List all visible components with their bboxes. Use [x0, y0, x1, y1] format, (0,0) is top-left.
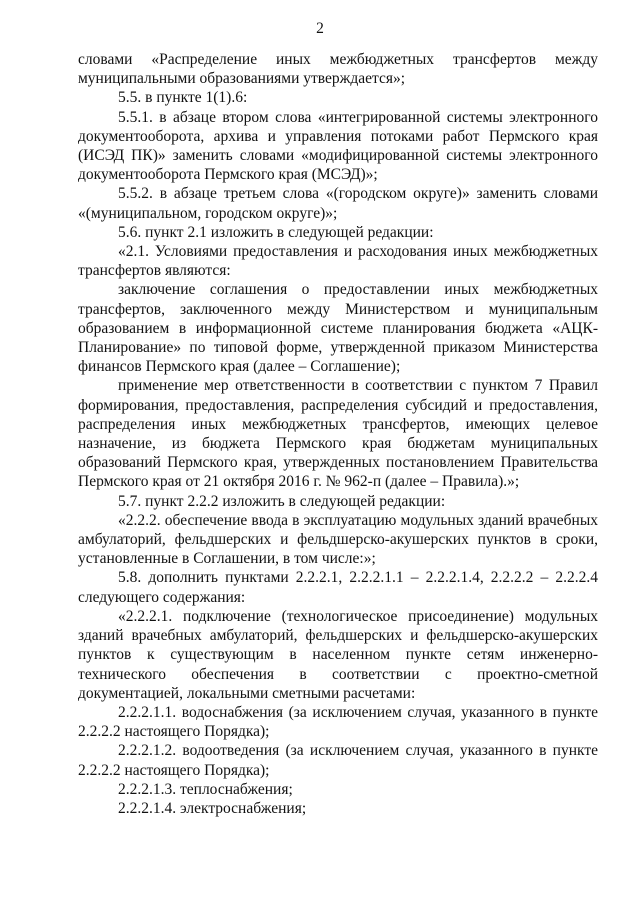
- paragraph: 5.5.2. в абзаце третьем слова «(городском округе)» заменить словами «(муниципальном, городском округе)»;: [78, 185, 598, 222]
- paragraph: 5.5.1. в абзаце втором слова «интегрированной системы электронного документооборота, архива и управления потоками работ Пермского края (ИСЭД ПК)» заменить словами «модифицированной системы электронного документооборота Пермского края (МСЭД)»;: [78, 108, 598, 184]
- document-body: [78, 50, 598, 818]
- paragraph: «2.1. Условиями предоставления и расходования иных межбюджетных трансфертов являются:: [78, 243, 598, 280]
- paragraph: словами «Распределение иных межбюджетных трансфертов между муниципальными образованиями утверждается»;: [78, 51, 598, 88]
- paragraph: 2.2.2.1.4. электроснабжения;: [118, 799, 307, 817]
- paragraph: 5.7. пункт 2.2.2 изложить в следующей редакции:: [118, 492, 446, 510]
- paragraph: применение мер ответственности в соответствии с пунктом 7 Правил формирования, предоставления, распределения субсидий и предоставления, распределения иных межбюджетных трансфертов, имеющих целевое назначение, из бюджета Пермского края бюджетам муниципальных образований Пермского края, утвержденных постановлением Правительства Пермского края от 21 октября 2016 г. № 962-п (далее – Правила).»;: [78, 377, 598, 491]
- paragraph: 2.2.2.1.3. теплоснабжения;: [118, 780, 293, 798]
- paragraph: 2.2.2.1.1. водоснабжения (за исключением случая, указанного в пункте 2.2.2.2 настоящего Порядка);: [78, 703, 598, 741]
- paragraph: 5.5. в пункте 1(1).6:: [118, 89, 248, 107]
- paragraph: заключение соглашения о предоставлении иных межбюджетных трансфертов, заключенного между Министерством и муниципальным образованием в информационной системе планирования бюджета «АЦК-Планирование» по типовой форме, утвержденной приказом Министерства финансов Пермского края (далее – Соглашение);: [78, 281, 598, 376]
- paragraph: «2.2.2.1. подключение (технологическое присоединение) модульных зданий врачебных амбулаторий, фельдшерских и фельдшерско-акушерских пунктов к существующим в населенном пункте сетям инженерно-технического обеспечения в соответствии с проектно-сметной документацией, локальными сметными расчетами:: [78, 607, 598, 702]
- paragraph: «2.2.2. обеспечение ввода в эксплуатацию модульных зданий врачебных амбулаторий, фельдшерских и фельдшерско-акушерских пунктов в сроки, установленные в Соглашении, в том числе:»;: [78, 511, 598, 568]
- paragraph: 5.6. пункт 2.1 изложить в следующей редакции:: [118, 223, 434, 241]
- paragraph: 5.8. дополнить пунктами 2.2.2.1, 2.2.2.1.1 – 2.2.2.1.4, 2.2.2.2 – 2.2.2.4 следующего содержания:: [78, 569, 598, 606]
- page-number: 2: [316, 20, 324, 37]
- paragraph: 2.2.2.1.2. водоотведения (за исключением случая, указанного в пункте 2.2.2.2 настоящего Порядка);: [78, 742, 598, 779]
